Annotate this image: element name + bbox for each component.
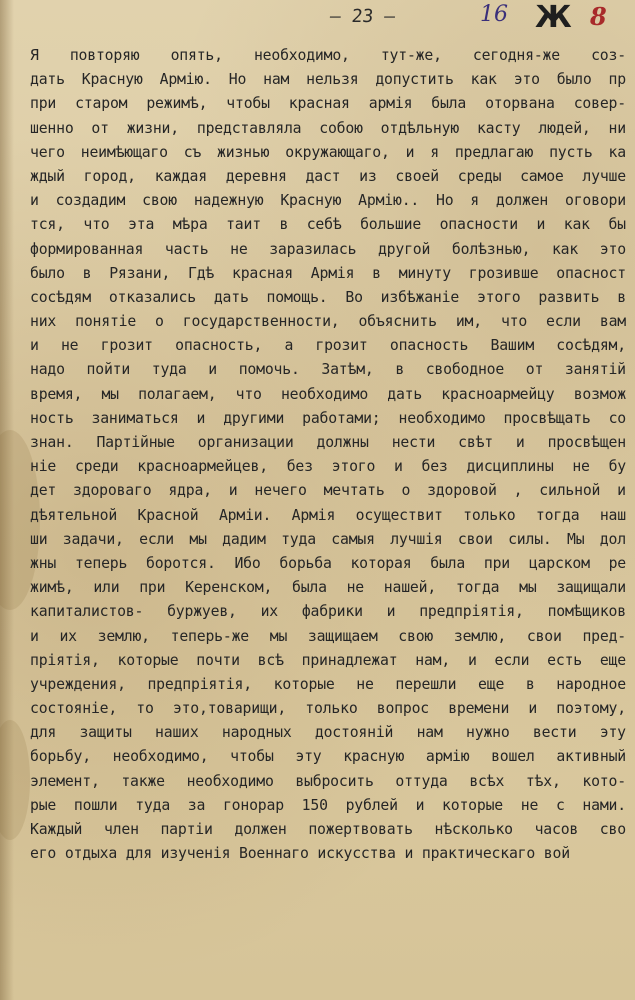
- text-line: них понятіе о государственности, объяснить им, что если вам: [30, 313, 626, 331]
- paper-stain: [0, 720, 30, 840]
- text-line: знан. Партійные организации должны нести свѣт и просвѣщен: [30, 434, 626, 451]
- text-line: состояніе, то это,товарищи, только вопрос времени и поэтому,: [30, 700, 626, 718]
- archive-folio-number: 16: [480, 2, 508, 27]
- text-line: дѣятельной Красной Арміи. Армія осуществит только тогда наш: [30, 506, 626, 524]
- text-line: было в Рязани, Гдѣ красная Армія в минуту грозивше опасност: [30, 264, 626, 282]
- text-line: Я повторяю опять, необходимо, тут-же, сегодня-же соз-: [30, 47, 626, 64]
- text-line: его отдыха для изученія Военнаго искусства и практическаго вой: [30, 845, 570, 863]
- text-line: надо пойти туда и помочь. Затѣм, в свободное от занятій: [30, 361, 626, 379]
- text-line: ность заниматься и другими работами; необходимо просвѣщать со: [30, 409, 626, 427]
- text-line: ждый город, каждая деревня даст из своей среды самое лучше: [30, 167, 626, 185]
- text-line: чего неимѣющаго съ жизнью окружающаго, и я предлагаю пусть ка: [30, 143, 626, 161]
- text-line: при старом режимѣ, чтобы красная армія была оторвана совер-: [30, 95, 626, 113]
- text-line: для защиты наших народных достояній нам нужно вести эту: [30, 724, 626, 742]
- handwritten-mark: Ж: [535, 0, 572, 35]
- text-line: и их землю, теперь-же мы защищаем свою землю, свои пред-: [30, 627, 626, 645]
- document-body: [30, 44, 626, 866]
- text-line: и не грозит опасность, а грозит опасность Вашим сосѣдям,: [30, 337, 626, 355]
- page-number: — 23 —: [328, 6, 397, 27]
- text-line: жны теперь боротся. Ибо борьба которая была при царском ре: [30, 554, 626, 572]
- text-line: тся, что эта мѣра таит в себѣ большие опасности и как бы: [30, 216, 626, 234]
- text-line: капиталистов- буржуев, их фабрики и предпріятія, помѣщиков: [30, 603, 626, 621]
- text-line: дать Красную Армію. Но нам нельзя допустить как это было пр: [30, 71, 626, 89]
- text-line: пріятія, которые почти всѣ принадлежат нам, и если есть еще: [30, 651, 626, 669]
- text-line: сосѣдям отказались дать помощь. Во избѣжаніе этого развить в: [30, 288, 626, 306]
- text-line: время, мы полагаем, что необходимо дать красноармейцу возмож: [30, 385, 626, 403]
- text-line: ши задачи, если мы дадим туда самыя лучшія свои силы. Мы дол: [30, 530, 626, 548]
- text-line: формированная часть не заразилась другой болѣзнью, как это: [30, 240, 626, 258]
- text-line: элемент, также необходимо выбросить оттуда всѣх тѣх, кото-: [30, 772, 626, 790]
- red-handwritten-number: 8: [590, 2, 607, 31]
- text-line: жимѣ, или при Керенском, была не нашей, тогда мы защищали: [30, 579, 626, 597]
- text-line: учреждения, предпріятія, которые не перешли еще в народное: [30, 675, 626, 693]
- text-line: рые пошли туда за гонорар 150 рублей и которые не с нами.: [30, 796, 626, 814]
- text-line: ніе среди красноармейцев, без этого и без дисциплины не бу: [30, 458, 626, 476]
- text-line: и создадим свою надежную Красную Армію.. Но я должен оговори: [30, 192, 626, 210]
- text-line: шенно от жизни, представляла собою отдѣльную касту людей, ни: [30, 119, 626, 137]
- text-line: дет здороваго ядра, и нечего мечтать о здоровой , сильной и: [30, 482, 626, 500]
- text-line: борьбу, необходимо, чтобы эту красную армію вошел активный: [30, 748, 626, 766]
- text-line: Каждый член партіи должен пожертвовать нѣсколько часов сво: [30, 821, 626, 838]
